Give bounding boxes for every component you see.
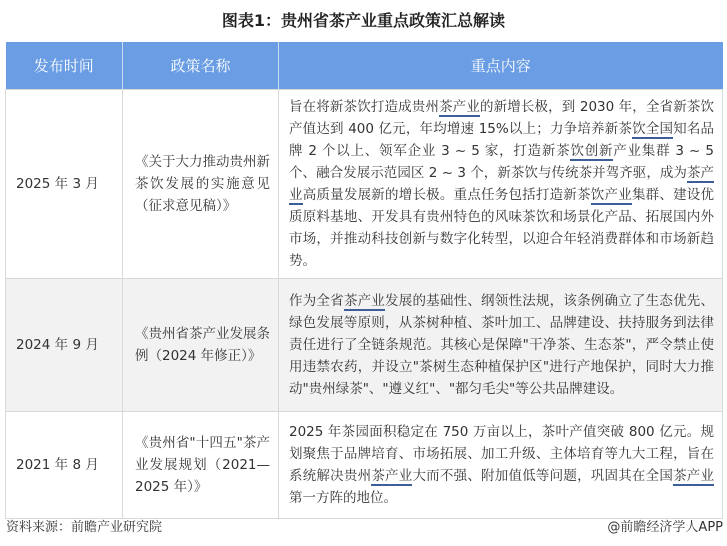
content-text: 发展的基础性、纲领性法规，该条例确立了生态优先、绿色发展等原则，从茶树种植、茶叶加工、品牌建设、扶持服务到法律责任进行了全链条规范。其核心是保障"干净茶、生态茶"，严令禁止使用违禁农药，并设立"茶树生态种植保护区"进行产地保护，同时大力推动"贵州绿茶"、"遵义红"、"都匀毛尖"等公共品牌建设。 [289, 293, 715, 397]
table-row [6, 412, 723, 519]
content-text: 2025 年茶园面积稳定在 750 万亩以上，茶叶产值突破 800 亿元。规划聚焦于品牌培育、市场拓展、加工升级、主体培育等九大工程，旨在系统解决贵州 [289, 424, 714, 484]
keyword-link[interactable]: 饮创新 [570, 143, 614, 159]
keyword-link[interactable]: 茶产业 [343, 293, 386, 309]
figure-title: 图表1：贵州省茶产业重点政策汇总解读 [221, 11, 506, 30]
content-text: 集群、建设优质原料基地、开发具有贵州特色的风味茶饮和场景化产品、拓展国内外市场，并推动科技创新与数字化转型，以迎合年轻消费群体和市场新趋势。 [289, 187, 715, 269]
table-header-row [6, 42, 723, 90]
keyword-link[interactable]: 茶产业 [289, 165, 715, 203]
content-text: 旨在将新茶饮打造成贵州 [289, 99, 440, 115]
header-policy-name: 政策名称 [123, 42, 279, 90]
content-text: 的新增长极，到 2030 年，全省新茶饮产值达到 400 亿元，年均增速 15%以上；力争培养新茶 [289, 99, 715, 137]
content-text: 大而不强、附加值低等问题，巩固其在全国 [412, 468, 674, 484]
credit-note: @前瞻经济学人APP [607, 520, 723, 535]
keyword-link[interactable]: 饮全国 [632, 121, 674, 137]
row-policy-name: 《贵州省"十四五"茶产业发展规划（2021—2025 年）》 [123, 412, 279, 519]
keyword-link[interactable]: 茶产业 [439, 99, 480, 115]
row-date: 2021 年 8 月 [6, 412, 123, 519]
row-content [279, 90, 723, 279]
keyword-link[interactable]: 茶产业 [673, 468, 715, 484]
content-text: 作为全省 [289, 293, 344, 309]
source-note: 资料来源：前瞻产业研究院 [6, 520, 163, 535]
header-date: 发布时间 [6, 42, 123, 90]
row-content [279, 279, 723, 412]
content-text: 知名品牌 2 个以上、领军企业 3 ~ 5 家，打造新茶 [289, 121, 715, 159]
content-text: 高质量发展新的增长极。重点任务包括打造新茶 [302, 187, 591, 203]
row-date: 2025 年 3 月 [6, 90, 123, 279]
keyword-link[interactable]: 饮产业 [590, 187, 632, 203]
content-text: 第一方阵的地位。 [289, 490, 397, 506]
table-row [6, 279, 723, 412]
header-key-content: 重点内容 [279, 42, 723, 90]
row-content [279, 412, 723, 519]
row-date: 2024 年 9 月 [6, 279, 123, 412]
table-row [6, 90, 723, 279]
row-policy-name: 《关于大力推动贵州新茶饮发展的实施意见（征求意见稿）》 [123, 90, 279, 279]
row-policy-name: 《贵州省茶产业发展条例（2024 年修正）》 [123, 279, 279, 412]
keyword-link[interactable]: 茶产业 [371, 468, 413, 484]
content-text: 产业集群 3 ~ 5 个、融合发展示范园区 2 ~ 3 个，新茶饮与传统茶并驾齐驱，成为 [289, 143, 715, 181]
policy-table [5, 42, 723, 519]
